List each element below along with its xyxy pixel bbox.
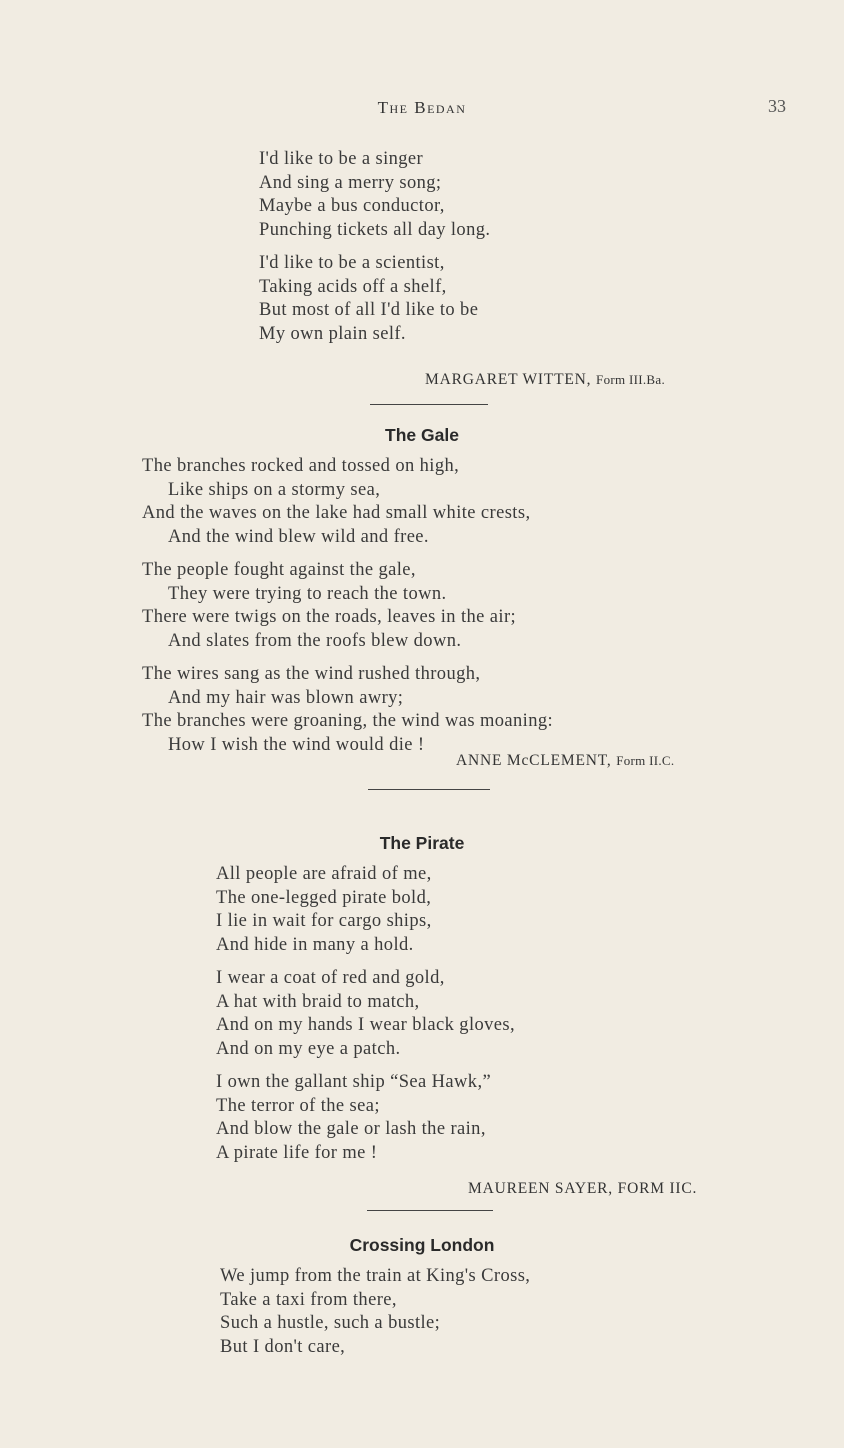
poem-line: They were trying to reach the town.	[168, 583, 447, 604]
poem-line: I own the gallant ship “Sea Hawk,”	[216, 1072, 492, 1092]
poem-singer	[259, 148, 490, 356]
poem-line: The one-legged pirate bold,	[216, 887, 432, 908]
poem-line: All people are afraid of me,	[216, 864, 432, 884]
stanza	[142, 663, 553, 757]
page-number: 33	[768, 96, 786, 116]
section-divider	[370, 404, 488, 405]
stanza	[216, 1071, 515, 1165]
poem-title: Crossing London	[349, 1235, 495, 1255]
poem-title: The Gale	[385, 425, 459, 445]
poem-crossing-london	[220, 1265, 530, 1369]
poem-author	[425, 371, 665, 389]
running-header	[0, 98, 844, 122]
stanza	[216, 863, 515, 957]
stanza	[142, 455, 553, 549]
poem-line: The branches were groaning, the wind was moaning:	[142, 711, 554, 731]
poem-line: I lie in wait for cargo ships,	[216, 911, 432, 931]
section-divider	[368, 789, 490, 790]
author-name: MARGARET WITTEN,	[425, 371, 592, 388]
poem-line: The wires sang as the wind rushed through,	[142, 664, 481, 684]
poem-line: Maybe a bus conductor,	[259, 196, 445, 216]
poem-line: And on my eye a patch.	[216, 1038, 401, 1059]
poem-line: Like ships on a stormy sea,	[168, 479, 381, 500]
poem-line: And blow the gale or lash the rain,	[216, 1119, 486, 1139]
poem-line: My own plain self.	[259, 323, 406, 344]
poem-line: The people fought against the gale,	[142, 560, 416, 580]
header-title: The Bedan	[377, 98, 467, 117]
author-form: Form II.C.	[616, 753, 675, 768]
poem-line: And on my hands I wear black gloves,	[216, 1015, 516, 1035]
poem-line: I wear a coat of red and gold,	[216, 968, 445, 988]
poem-line: How I wish the wind would die !	[168, 734, 425, 755]
poem-line: And hide in many a hold.	[216, 934, 414, 955]
poem-line: The terror of the sea;	[216, 1095, 380, 1116]
stanza	[259, 148, 490, 242]
poem-line: And sing a merry song;	[259, 172, 442, 193]
author-name: ANNE McCLEMENT,	[456, 752, 612, 769]
poem-line: I'd like to be a singer	[259, 149, 424, 169]
poem-line: I'd like to be a scientist,	[259, 253, 445, 273]
poem-line: There were twigs on the roads, leaves in the air;	[142, 607, 517, 627]
poem-line: And slates from the roofs blew down.	[168, 630, 462, 651]
poem-line: And the waves on the lake had small white crests,	[142, 503, 531, 523]
author-form: Form III.Ba.	[596, 372, 665, 387]
stanza	[216, 967, 515, 1061]
poem-title: The Pirate	[379, 833, 465, 853]
stanza	[220, 1265, 530, 1359]
poem-line: The branches rocked and tossed on high,	[142, 456, 460, 476]
poem-pirate	[216, 863, 515, 1175]
poem-line: But most of all I'd like to be	[259, 300, 479, 320]
poem-author	[456, 752, 674, 770]
poem-line: And the wind blew wild and free.	[168, 526, 429, 547]
poem-line: A pirate life for me !	[216, 1142, 378, 1163]
poem-gale	[142, 455, 553, 767]
poem-line: And my hair was blown awry;	[168, 687, 404, 708]
poem-line: We jump from the train at King's Cross,	[220, 1266, 531, 1286]
poem-author: MAUREEN SAYER, FORM IIC.	[468, 1180, 698, 1197]
poem-line: Punching tickets all day long.	[259, 219, 491, 240]
poem-line: A hat with braid to match,	[216, 991, 420, 1012]
stanza	[142, 559, 553, 653]
poem-line: But I don't care,	[220, 1336, 346, 1357]
poem-line: Taking acids off a shelf,	[259, 276, 447, 297]
poem-line: Take a taxi from there,	[220, 1289, 397, 1310]
stanza	[259, 252, 490, 346]
section-divider	[367, 1210, 493, 1211]
poem-line: Such a hustle, such a bustle;	[220, 1313, 441, 1333]
